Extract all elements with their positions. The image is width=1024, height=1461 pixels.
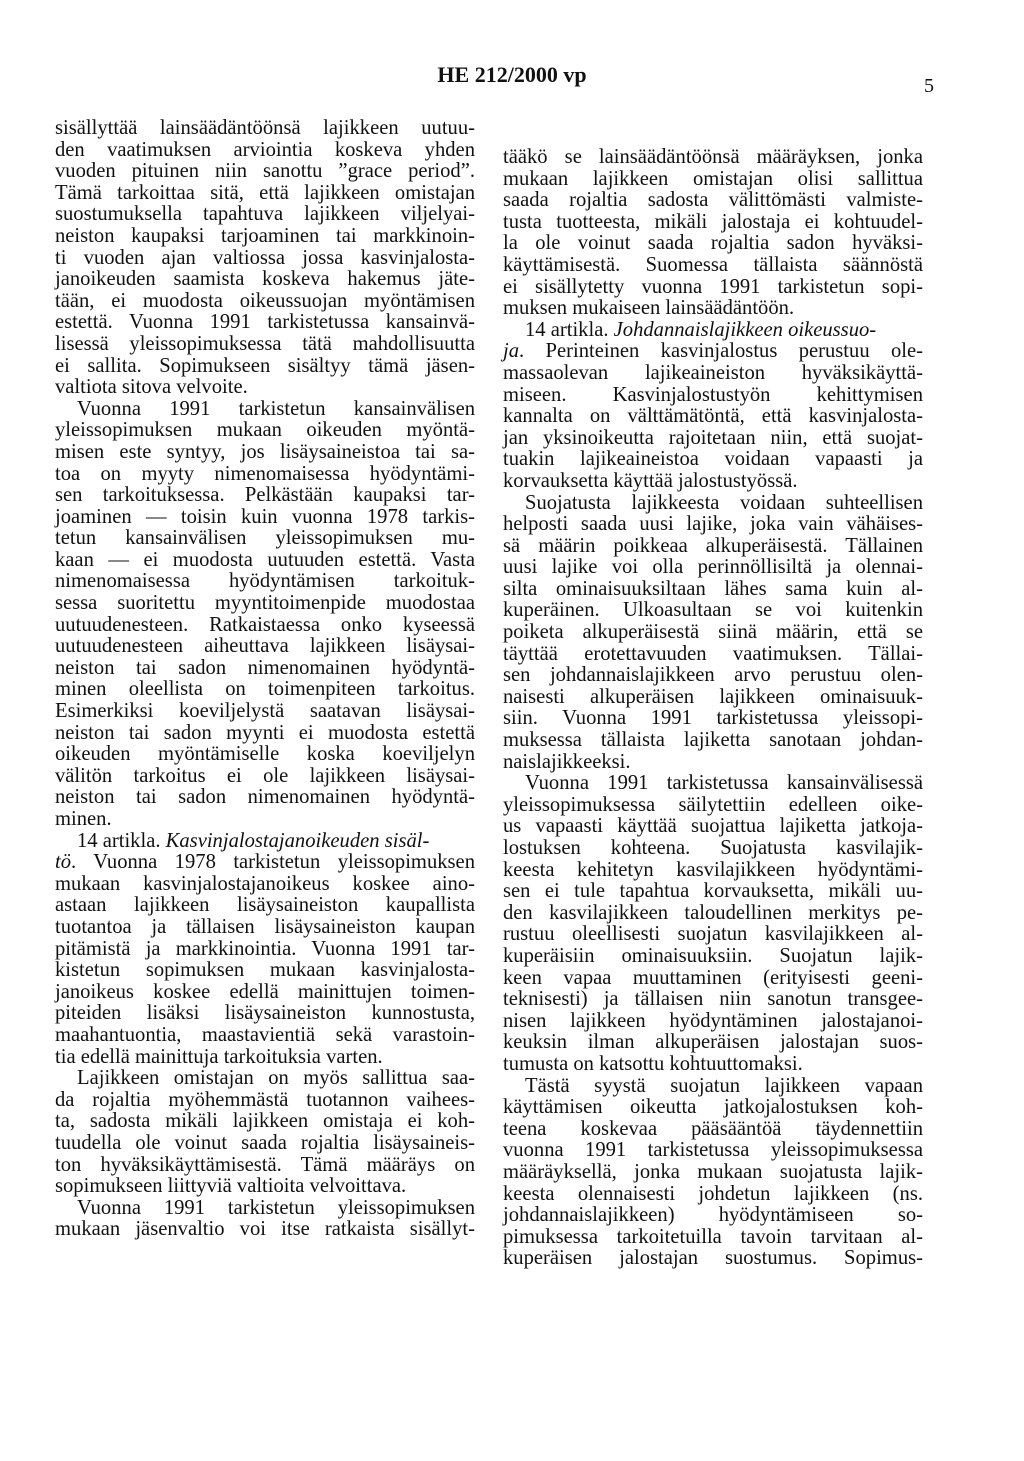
- text-line: tuudella ole voinut saada rojaltia lisäysaineis-: [55, 1131, 475, 1154]
- text-line: muksen mukaiseen lainsäädäntöön.: [503, 297, 795, 320]
- text-line: yleissopimuksessa säilytettiin edelleen oike-: [503, 793, 923, 816]
- text-line: vuoden pituinen niin sanottu ”grace period”.: [55, 160, 475, 183]
- text-line: keen vapaa muuttaminen (erityisesti geeni-: [503, 966, 923, 989]
- italic-text: tö: [55, 851, 72, 874]
- text-line: janoikeus koskee edellä mainittujen toimen-: [55, 980, 475, 1003]
- text-line: jan yksinoikeutta rajoitetaan niin, että suojat-: [503, 426, 923, 449]
- text-line: rustuu oleellisesti suojatun kasvilajikkeen al-: [503, 923, 923, 946]
- text-line: tuotantoa ja tällaisen lisäysaineiston kaupan: [55, 915, 475, 938]
- text-line: välitön tarkoitus ei ole lajikkeen lisäysai-: [55, 764, 475, 787]
- text-line: neiston tai sadon nimenomainen hyödyntä-: [55, 656, 475, 679]
- text-line: joaminen — toisin kuin vuonna 1978 tarkis-: [55, 505, 475, 528]
- text-line: silta ominaisuuksiltaan lähes sama kuin al-: [503, 577, 923, 600]
- text-line: pimuksessa tarkoitetuilla tavoin tarvitaan al-: [503, 1225, 923, 1248]
- text-line: yleissopimuksen mukaan oikeuden myöntä-: [55, 419, 475, 442]
- text-line: käyttämisen oikeutta jatkojalostuksen koh-: [503, 1096, 923, 1119]
- text-line: Vuonna 1991 tarkistetussa kansainvälisessä: [525, 772, 923, 795]
- text-line: 14 artikla. Kasvinjalostajanoikeuden sisäl-: [77, 829, 430, 852]
- text-line: neiston tai sadon myynti ei muodosta estettä: [55, 721, 475, 744]
- italic-text: Johdannaislajikkeen oikeussuo-: [613, 318, 877, 341]
- text-line: da rojaltia myöhemmästä tuotannon vaihees-: [55, 1088, 475, 1111]
- right-column: [503, 147, 923, 1270]
- text-line: den vaatimuksen arviointia koskeva yhden: [55, 138, 475, 161]
- text-line: korvauksetta käyttää jalostustyössä.: [503, 469, 798, 492]
- text-line: neiston tai sadon nimenomainen hyödyntä-: [55, 786, 475, 809]
- italic-text: ja: [503, 340, 520, 363]
- text-line: Tästä syystä suojatun lajikkeen vapaan: [525, 1074, 923, 1097]
- text-line: tumusta on katsottu kohtuuttomaksi.: [503, 1052, 803, 1075]
- text-line: käyttämisestä. Suomessa tällaista säännöstä: [503, 253, 923, 276]
- text-line: sisällyttää lainsäädäntöönsä lajikkeen uutuu-: [55, 117, 475, 139]
- text-line: ei sallita. Sopimukseen sisältyy tämä jäsen-: [55, 354, 475, 377]
- text-line: keesta olennaisesti johdetun lajikkeen (ns.: [503, 1182, 923, 1205]
- header-title: HE 212/2000 vp: [437, 62, 587, 87]
- text-line: sen tarkoituksessa. Pelkästään kaupaksi tar-: [55, 484, 475, 507]
- text-line: nimenomaisessa hyödyntämisen tarkoituk-: [55, 570, 475, 593]
- text-line: sessa suoritettu myyntitoimenpide muodostaa: [55, 592, 475, 615]
- text-line: määräyksellä, jonka mukaan suojatusta lajik-: [503, 1160, 923, 1183]
- text-line: suostumuksella tapahtuva lajikkeen viljelyai-: [55, 203, 475, 226]
- text-line: keesta kehitetyn kasvilajikkeen hyödyntämi-: [503, 858, 923, 881]
- text-line: Lajikkeen omistajan on myös sallittua saa-: [77, 1067, 475, 1090]
- text-line: la ole voinut saada rojaltia sadon hyväksi-: [503, 232, 923, 255]
- text-line: maahantuontia, maastavientiä sekä varastoin-: [55, 1023, 475, 1046]
- text-line: sen ei tule tapahtua korvauksetta, mikäli uu-: [503, 880, 923, 903]
- text-line: Esimerkiksi koeviljelystä saatavan lisäysai-: [55, 700, 475, 723]
- text-line: pitämistä ja markkinointia. Vuonna 1991 tar-: [55, 937, 475, 960]
- text-line: teena koskevaa pääsääntöä täydennettiin: [503, 1117, 923, 1140]
- text-line: ton hyväksikäyttämisestä. Tämä määräys on: [55, 1153, 475, 1176]
- text-line: uusi lajike voi olla perinnöllisiltä ja olennai-: [503, 556, 923, 579]
- text-line: sä määrin poikkeaa alkuperäisestä. Tällainen: [503, 534, 923, 557]
- text-line: poiketa alkuperäisestä siinä määrin, että se: [503, 621, 923, 644]
- text-line: teknisesti) ja tällaisen niin sanotun transgee-: [503, 988, 923, 1011]
- text-line: kistetun sopimuksen mukaan kasvinjalosta-: [55, 959, 475, 982]
- text-line: lisessä yleissopimuksessa tätä mahdollisuutta: [55, 332, 475, 355]
- text-line: nisen lajikkeen hyödyntäminen jalostajanoi-: [503, 1009, 923, 1032]
- text-line: Suojatusta lajikkeesta voidaan suhteellisen: [525, 491, 923, 514]
- text-line: ei sisällytetty vuonna 1991 tarkistetun sopi-: [503, 275, 923, 298]
- text-line: miseen. Kasvinjalostustyön kehittymisen: [503, 383, 923, 406]
- text-line: minen oleellista on toimenpiteen tarkoitus.: [55, 678, 475, 701]
- text-line: johdannaislajikkeen) hyödyntämiseen so-: [503, 1204, 923, 1227]
- text-line: tusta tuotteesta, mikäli jalostaja ei kohtuudel-: [503, 210, 923, 233]
- text-line: janoikeuden saamista koskeva hakemus jäte-: [55, 268, 475, 291]
- text-line: tö. Vuonna 1978 tarkistetun yleissopimuksen: [55, 851, 475, 874]
- text-line: Tämä tarkoittaa sitä, että lajikkeen omistajan: [55, 181, 475, 204]
- text-line: naislajikkeeksi.: [503, 750, 631, 773]
- text-line: mukaan jäsenvaltio voi itse ratkaista sisällyt-: [55, 1218, 475, 1241]
- text-line: astaan lajikkeen lisäysaineiston kaupallista: [55, 894, 475, 917]
- text-line: tetun kansainvälisen yleissopimuksen mu-: [55, 527, 475, 550]
- page-number: 5: [924, 75, 934, 97]
- text-line: vuonna 1991 tarkistetussa yleissopimuksessa: [503, 1139, 923, 1162]
- text-line: uutuudenesteen. Ratkaistaessa onko kyseessä: [55, 613, 475, 636]
- text-line: 14 artikla. Johdannaislajikkeen oikeussuo-: [525, 318, 877, 341]
- text-line: lostuksen kohteena. Suojatusta kasvilajik-: [503, 837, 923, 859]
- text-line: ja. Perinteinen kasvinjalostus perustuu ole-: [503, 340, 923, 363]
- text-line: kuperäisiin ominaisuuksiin. Suojatun lajik-: [503, 944, 923, 967]
- text-line: neiston kaupaksi tarjoaminen tai markkinoin-: [55, 224, 475, 247]
- text-line: Vuonna 1991 tarkistetun yleissopimuksen: [77, 1196, 475, 1219]
- text-line: mukaan lajikkeen omistajan olisi sallittua: [503, 167, 923, 190]
- text-line: sen johdannaislajikkeen arvo perustuu olen-: [503, 664, 923, 687]
- text-line: toa on myyty nimenomaisessa hyödyntämi-: [55, 462, 475, 485]
- text-line: den kasvilajikkeen taloudellinen merkitys pe-: [503, 901, 923, 924]
- text-line: ti vuoden ajan valtiossa jossa kasvinjalosta-: [55, 246, 475, 269]
- text-line: estettä. Vuonna 1991 tarkistetussa kansainvä-: [55, 311, 475, 334]
- text-line: kuperäinen. Ulkoasultaan se voi kuitenkin: [503, 599, 923, 622]
- text-line: täyttää erotettavuuden vaatimuksen. Tällai-: [503, 642, 923, 665]
- text-line: muksessa tällaista lajiketta sanotaan johdan-: [503, 729, 923, 752]
- text-line: Vuonna 1991 tarkistetun kansainvälisen: [77, 397, 475, 420]
- text-line: us vapaasti käyttää suojattua lajiketta jatkoja-: [503, 815, 923, 838]
- text-line: ta, sadosta mikäli lajikkeen omistaja ei koh-: [55, 1110, 475, 1133]
- text-line: tia edellä mainittuja tarkoituksia varten.: [55, 1045, 383, 1068]
- text-line: saada rojaltia sadosta välittömästi valmiste-: [503, 189, 923, 212]
- text-line: tuakin lajikeaineistoa voidaan vapaasti ja: [503, 448, 923, 471]
- text-line: kuperäisen jalostajan suostumus. Sopimus-: [503, 1247, 923, 1270]
- italic-text: Kasvinjalostajanoikeuden sisäl-: [165, 829, 430, 852]
- text-line: naisesti alkuperäisen lajikkeen ominaisuuk-: [503, 685, 923, 708]
- text-line: oikeuden myöntämiselle koska koeviljelyn: [55, 743, 475, 766]
- text-line: piteiden lisäksi lisäysaineiston kunnostusta,: [55, 1002, 475, 1025]
- text-line: kannalta on välttämätöntä, että kasvinjalosta-: [503, 405, 923, 428]
- text-line: siin. Vuonna 1991 tarkistetussa yleissopi-: [503, 707, 923, 730]
- text-line: kaan — ei muodosta uutuuden estettä. Vasta: [55, 548, 475, 571]
- text-line: mukaan kasvinjalostajanoikeus koskee aino-: [55, 872, 475, 895]
- text-line: helposti saada uusi lajike, joka vain vähäises-: [503, 513, 923, 536]
- text-line: tääkö se lainsäädäntöönsä määräyksen, jonka: [503, 146, 923, 168]
- text-line: valtiota sitova velvoite.: [55, 376, 248, 399]
- text-line: keuksin ilman alkuperäisen jalostajan suos-: [503, 1031, 923, 1054]
- text-line: sopimukseen liittyviä valtioita velvoittava.: [55, 1175, 407, 1198]
- text-line: tään, ei muodosta oikeussuojan myöntämisen: [55, 289, 475, 312]
- text-line: minen.: [55, 808, 112, 830]
- text-line: massaolevan lajikeaineiston hyväksikäyttä-: [503, 361, 923, 384]
- left-column: [55, 118, 475, 1241]
- text-line: misen este syntyy, jos lisäysaineistoa tai sa-: [55, 440, 475, 463]
- text-line: uutuudenesteen aiheuttava lajikkeen lisäysai-: [55, 635, 475, 658]
